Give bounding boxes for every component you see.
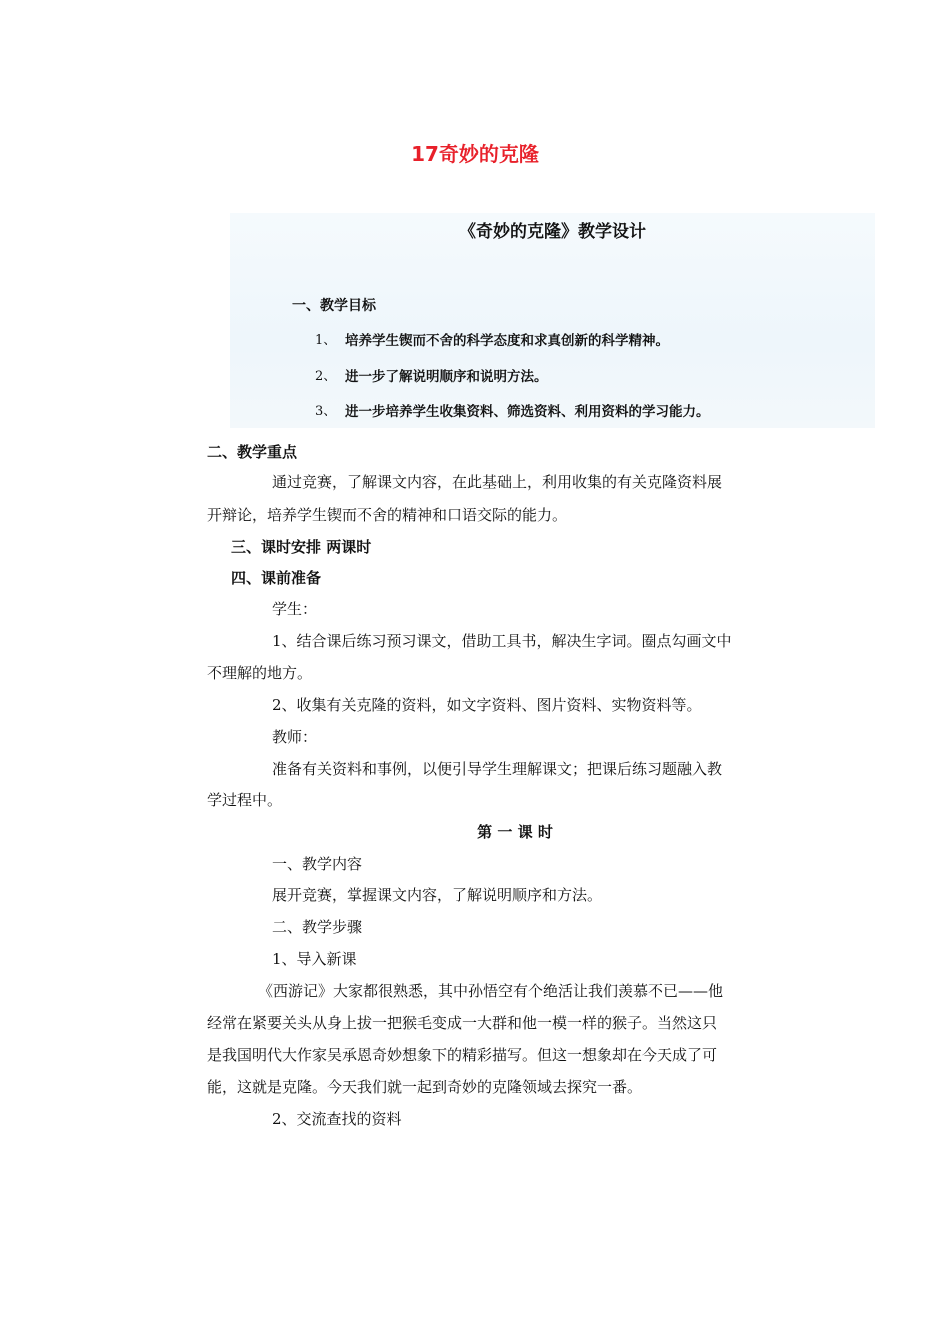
student-item-line: 1、结合课后练习预习课文，借助工具书，解决生字词。圈点勾画文中	[272, 632, 732, 650]
step-item: 2、交流查找的资料	[272, 1110, 402, 1128]
student-item-line: 不理解的地方。	[207, 664, 313, 682]
steps-heading: 二、教学步骤	[272, 918, 363, 936]
objectives-heading: 一、教学目标	[292, 298, 376, 314]
objective-number: 3、	[315, 404, 337, 419]
lesson-heading: 第 一 课 时	[477, 823, 553, 841]
schedule-heading: 三、课时安排 两课时	[231, 538, 372, 556]
preparation-heading: 四、课前准备	[231, 569, 322, 587]
student-label: 学生：	[272, 600, 318, 618]
intro-line: 《西游记》大家都很熟悉，其中孙悟空有个绝活让我们羡慕不已——他	[258, 982, 724, 1000]
teacher-line: 学过程中。	[207, 791, 283, 809]
intro-line: 经常在紧要关头从身上拔一把猴毛变成一大群和他一模一样的猴子。当然这只	[207, 1014, 718, 1032]
step-item: 1、导入新课	[272, 950, 357, 968]
intro-line: 是我国明代大作家吴承恩奇妙想象下的精彩描写。但这一想象却在今天成了可	[207, 1046, 718, 1064]
intro-line: 能，这就是克隆。今天我们就一起到奇妙的克隆领域去探究一番。	[207, 1078, 643, 1096]
lesson-design-banner	[230, 213, 875, 428]
objective-text: 进一步了解说明顺序和说明方法。	[345, 369, 548, 385]
teacher-label: 教师：	[272, 728, 318, 746]
objective-text: 进一步培养学生收集资料、筛选资料、利用资料的学习能力。	[345, 404, 710, 420]
key-points-line: 开辩论，培养学生锲而不舍的精神和口语交际的能力。	[207, 506, 568, 524]
banner-title: 《奇妙的克隆》教学设计	[459, 222, 646, 242]
key-points-line: 通过竞赛，了解课文内容，在此基础上，利用收集的有关克隆资料展	[272, 473, 723, 491]
content-text: 展开竞赛，掌握课文内容，了解说明顺序和方法。	[272, 886, 603, 904]
teacher-line: 准备有关资料和事例，以便引导学生理解课文；把课后练习题融入教	[272, 760, 723, 778]
document-title: 17奇妙的克隆	[411, 142, 539, 166]
key-points-heading: 二、教学重点	[207, 443, 298, 461]
content-heading: 一、教学内容	[272, 855, 363, 873]
objective-number: 1、	[315, 333, 337, 348]
objective-number: 2、	[315, 369, 337, 384]
objective-text: 培养学生锲而不舍的科学态度和求真创新的科学精神。	[345, 333, 669, 349]
student-item: 2、收集有关克隆的资料，如文字资料、图片资料、实物资料等。	[272, 696, 702, 714]
